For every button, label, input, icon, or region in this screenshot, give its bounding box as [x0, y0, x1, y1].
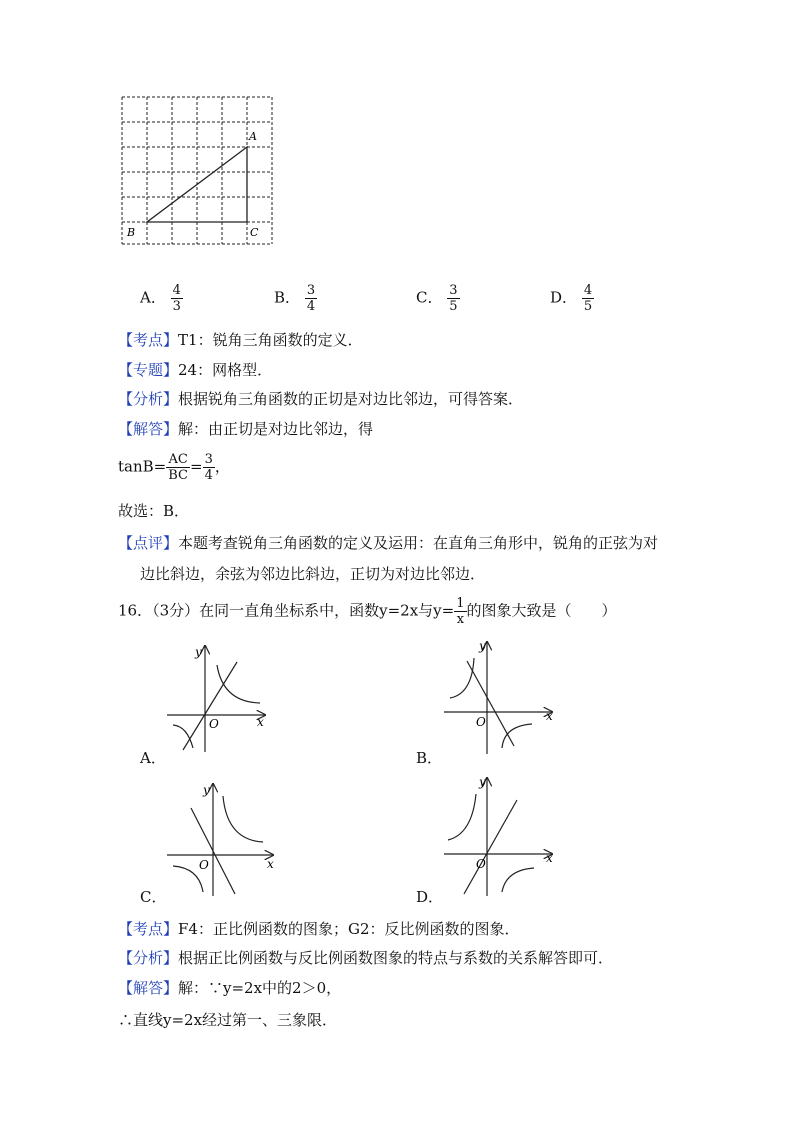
q15-kaodian: 【考点】T1：锐角三角函数的定义． — [118, 331, 363, 349]
graph-a-x: x — [257, 715, 264, 729]
graph-b-o: O — [476, 715, 486, 729]
graph-d-o: O — [476, 857, 486, 871]
q16-fenxi: 【分析】根据正比例函数与反比例函数图象的特点与系数的关系解答即可． — [118, 949, 614, 967]
q15-fenxi: 【分析】根据锐角三角函数的正切是对边比邻边，可得答案． — [118, 390, 524, 408]
graph-d-y: y — [479, 775, 486, 789]
q15-zhuanti: 【专题】24：网格型． — [118, 361, 273, 379]
graph-c-x: x — [267, 857, 274, 871]
label-c: C — [250, 226, 259, 239]
q16-line-text: ∴直线y=2x经过第一、三象限． — [118, 1011, 338, 1029]
graph-a-label: A． — [140, 749, 166, 767]
q15-jieda: 【解答】解：由正切是对边比邻边，得 — [118, 420, 374, 438]
q16-kaodian: 【考点】F4：正比例函数的图象；G2：反比例函数的图象． — [118, 920, 520, 938]
option-b: B． $\frac{3}{4}$ — [274, 283, 316, 314]
graph-d-x: x — [546, 851, 553, 865]
q15-tan-equation: tanB= $\frac{AC}{BC}$ = $\frac{3}{4}$ ， — [118, 452, 230, 483]
graph-a-o: O — [209, 717, 219, 731]
graph-a-y: y — [195, 645, 202, 659]
grid-triangle-figure — [115, 92, 280, 252]
graph-b-x: x — [546, 709, 553, 723]
graph-b-y: y — [479, 639, 486, 653]
graph-b — [442, 636, 562, 760]
graph-a — [165, 640, 280, 760]
graph-c-label: C． — [140, 888, 167, 906]
graph-d-label: D． — [416, 888, 444, 906]
q16-jieda: 【解答】解：∵y=2x中的2＞0， — [118, 979, 342, 997]
label-b: B — [127, 226, 136, 239]
graph-b-label: B． — [416, 749, 443, 767]
graph-d — [442, 772, 562, 902]
option-c: C． $\frac{3}{5}$ — [416, 283, 458, 314]
option-d: D． $\frac{4}{5}$ — [550, 283, 593, 314]
q15-guxuan: 故选：B． — [118, 502, 190, 520]
graph-c-y: y — [203, 783, 210, 797]
option-a: A． $\frac{4}{3}$ — [140, 283, 181, 314]
label-a: A — [249, 130, 257, 143]
q15-dianping: 【点评】本题考查锐角三角函数的定义及运用：在直角三角形中，锐角的正弦为对 — [118, 534, 659, 552]
graph-c-o: O — [199, 858, 209, 872]
graph-c — [163, 778, 283, 902]
q16-stem: 16．（3分）在同一直角坐标系中，函数y=2x与y= $\frac{1}{x}$ 的图象大致是（ ） — [118, 596, 617, 627]
q15-dianping-cont: 边比斜边，余弦为邻边比斜边，正切为对边比邻边． — [140, 565, 486, 583]
